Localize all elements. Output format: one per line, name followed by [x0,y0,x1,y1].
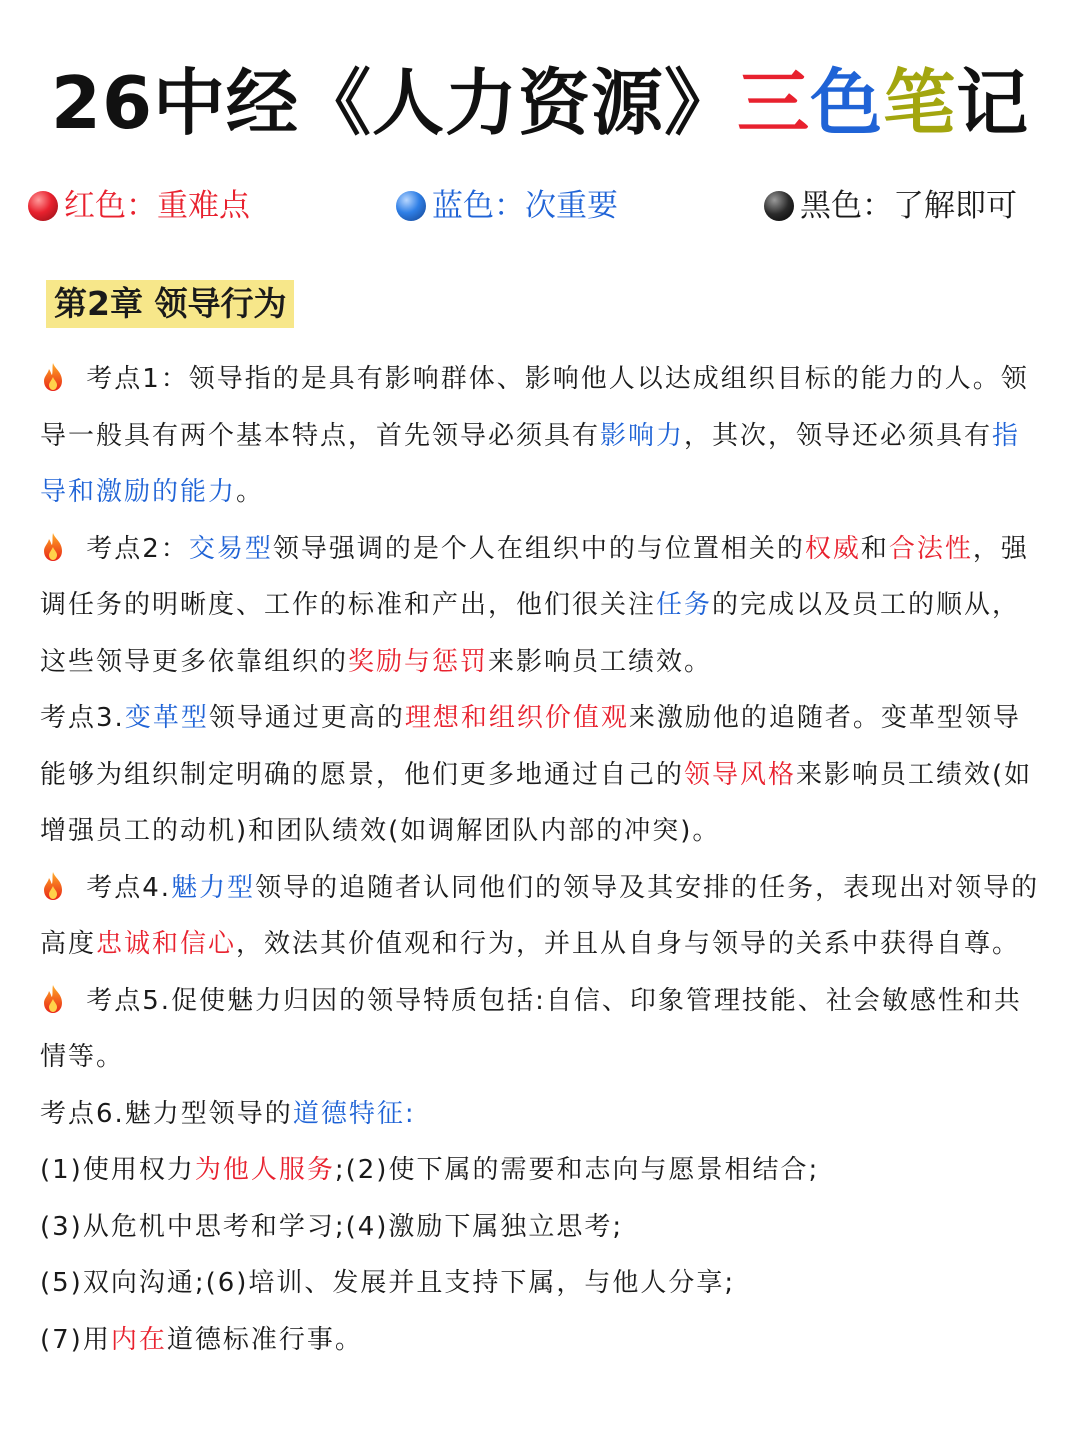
fire-icon [40,532,66,562]
legend-black [764,182,1017,230]
legend-black-label: 黑色：了解即可 [800,188,1017,224]
note-paragraph [40,690,1040,860]
note-text: 的完成以及员工的顺从，这些领导更多依靠组织的 [40,590,1021,677]
legend-red [28,182,250,230]
highlight-red-text: 内在 [110,1324,167,1355]
note-text: (5)双向沟通;(6)培训、发展并且支持下属，与他人分享; [40,1268,736,1298]
legend-blue-label: 蓝色：次重要 [432,188,618,224]
note-text: 来影响员工绩效。 [488,646,713,677]
fire-icon [40,362,66,392]
note-paragraph [40,1255,1040,1312]
note-text: 来影响员工绩效(如增强员工的动机)和团队绩效(如调解团队内部的冲突)。 [40,759,1033,846]
note-text: 道德标准行事。 [166,1324,363,1355]
highlight-red-text: 权威 [804,533,861,564]
note-text: 。 [236,477,265,507]
blue-dot-icon [396,191,426,221]
chapter-heading: 第2章 领导行为 [46,280,294,328]
note-text: 来激励他的追随者。变革型领导能够为组织制定明确的愿景，他们更多地通过自己的 [40,703,1021,790]
highlight-red-text: 忠诚和信心 [96,929,237,959]
note-paragraph [40,1312,1040,1369]
fire-icon [40,871,66,901]
highlight-blue-text: 影响力 [600,420,685,451]
note-paragraph [40,351,1040,521]
highlight-red-text: 合法性 [888,533,973,564]
note-text: ，其次，领导还必须具有 [684,420,993,451]
note-text: 考点2： [86,533,189,564]
note-text: ，效法其价值观和行为，并且从自身与领导的关系中获得自尊。 [236,929,1021,959]
red-dot-icon [28,191,58,221]
note-text: 和 [860,533,889,564]
legend-blue [396,182,618,230]
title-segment: 三 [737,61,811,145]
note-paragraph [40,521,1040,691]
highlight-blue-text: 指导和激励的能力 [40,420,1021,507]
note-text: 考点5.促使魅力归因的领导特质包括:自信、印象管理技能、社会敏感性和共情等。 [40,985,1022,1072]
highlight-blue-text: 交易型 [188,533,273,564]
page-title [0,58,1080,148]
highlight-red-text: 领导风格 [684,759,797,790]
highlight-blue-text: 变革型 [124,703,209,733]
note-text: 考点3. [40,703,125,733]
title-segment: 色 [810,61,884,145]
note-text: 领导强调的是个人在组织中的与位置相关的 [272,533,805,564]
note-text: 考点1：领导指的是具有影响群体、影响他人以达成组织目标的能力的人。领导一般具有两个基本特点，首先领导必须具有 [40,364,1029,451]
note-text: 领导通过更高的 [208,703,405,733]
note-text: (1)使用权力 [40,1155,195,1185]
note-paragraph [40,1142,1040,1199]
legend-red-label: 红色：重难点 [64,188,250,224]
note-text: (3)从危机中思考和学习;(4)激励下属独立思考; [40,1211,624,1242]
highlight-blue-text: 道德特征: [292,1098,416,1129]
highlight-blue-text: 魅力型 [171,872,256,903]
note-paragraph [40,860,1040,973]
note-paragraph [40,973,1040,1086]
highlight-red-text: 理想和组织价值观 [404,703,629,733]
highlight-red-text: 为他人服务 [194,1155,335,1185]
note-text: 考点4. [86,872,172,903]
black-dot-icon [764,191,794,221]
title-segment: 26中经《人力资源》 [50,61,738,145]
note-paragraph [40,1199,1040,1256]
note-paragraph [40,1086,1040,1143]
note-text: 考点6.魅力型领导的 [40,1098,293,1129]
note-text: (7)用 [40,1324,111,1355]
highlight-red-text: 奖励与惩罚 [348,646,489,677]
note-text: ;(2)使下属的需要和志向与愿景相结合; [334,1155,820,1185]
notes-content [40,351,1040,1368]
fire-icon [40,984,66,1014]
highlight-blue-text: 任务 [656,590,713,620]
title-segment: 笔 [883,61,957,145]
note-text: ，强调任务的明晰度、工作的标准和产出，他们很关注 [40,533,1029,620]
title-segment: 记 [956,61,1030,145]
note-text: 领导的追随者认同他们的领导及其安排的任务，表现出对领导的高度 [40,872,1040,959]
